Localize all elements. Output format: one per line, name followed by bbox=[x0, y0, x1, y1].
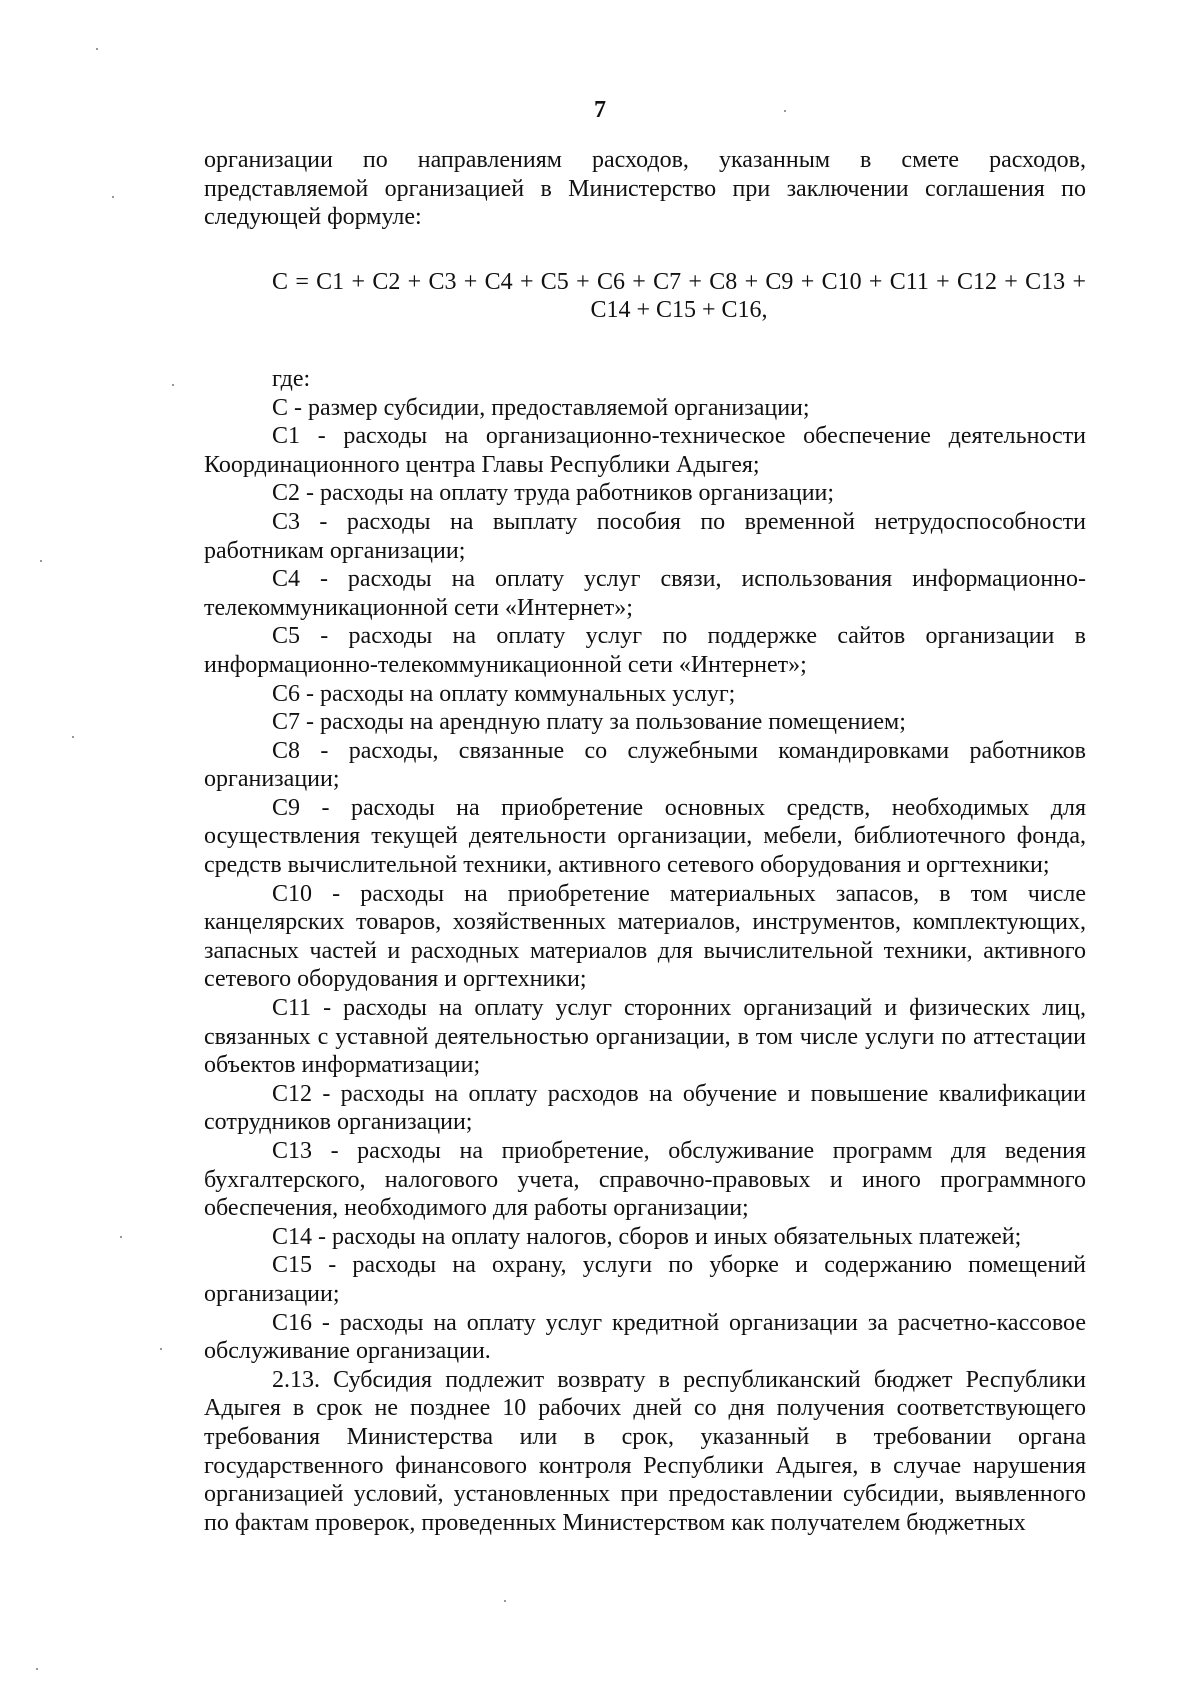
where-label: где: bbox=[272, 365, 311, 392]
scan-speck bbox=[504, 1600, 506, 1602]
definition-c1: С1 - расходы на организационно-техническое обеспечение деятельности Координационного центра Главы Республики Адыгея; bbox=[204, 423, 1086, 478]
intro-paragraph: организации по направлениям расходов, указанным в смете расходов, представляемой организацией в Министерство при заключении соглашения по следующей формуле: bbox=[204, 147, 1086, 231]
formula-line-2: С14 + С15 + С16, bbox=[590, 297, 768, 324]
formula bbox=[204, 268, 1086, 325]
definition-c12: С12 - расходы на оплату расходов на обучение и повышение квалификации сотрудников организации; bbox=[204, 1080, 1086, 1136]
definition-c3: С3 - расходы на выплату пособия по временной нетрудоспособности работникам организации; bbox=[204, 508, 1086, 564]
definitions-list bbox=[204, 394, 1086, 1366]
definition-c2: С2 - расходы на оплату труда работников организации; bbox=[272, 480, 835, 507]
definition-c13: С13 - расходы на приобретение, обслуживание программ для ведения бухгалтерского, налогового учета, справочно-правовых и иного программного обеспечения, необходимого для работы организации; bbox=[204, 1138, 1086, 1222]
definition-c5: С5 - расходы на оплату услуг по поддержке сайтов организации в информационно-телекоммуникационной сети «Интернет»; bbox=[204, 623, 1086, 678]
definition-c8: С8 - расходы, связанные со служебными командировками работников организации; bbox=[204, 737, 1086, 793]
definition-c10: С10 - расходы на приобретение материальных запасов, в том числе канцелярских товаров, хозяйственных материалов, инструментов, комплектующих, запасных частей и расходных материалов для вычислительной техники, активного сетевого оборудования и оргтехники; bbox=[204, 880, 1086, 993]
scan-speck bbox=[160, 1348, 162, 1350]
page-number: 7 bbox=[594, 97, 606, 123]
definition-c11: С11 - расходы на оплату услуг сторонних организаций и физических лиц, связанных с уставной деятельностью организации, в том числе услуги по аттестации объектов информатизации; bbox=[204, 995, 1086, 1079]
scan-speck bbox=[36, 1668, 38, 1670]
scan-speck bbox=[172, 384, 174, 386]
definition-c15: С15 - расходы на охрану, услуги по уборке и содержанию помещений организации; bbox=[204, 1252, 1086, 1307]
scan-speck bbox=[112, 196, 114, 198]
definition-c16: С16 - расходы на оплату услуг кредитной организации за расчетно-кассовое обслуживание организации. bbox=[204, 1309, 1086, 1365]
scan-speck bbox=[40, 560, 42, 562]
scan-speck bbox=[784, 110, 786, 112]
definition-c4: С4 - расходы на оплату услуг связи, использования информационно-телекоммуникационной сети «Интернет»; bbox=[204, 566, 1086, 621]
formula-line-1: С = С1 + С2 + С3 + С4 + С5 + С6 + С7 + С8 + С9 + С10 + С11 + С12 + С13 + bbox=[272, 268, 1086, 295]
scan-speck bbox=[72, 736, 74, 738]
definition-c: С - размер субсидии, предоставляемой организации; bbox=[272, 394, 810, 421]
section-2-13-paragraph: 2.13. Субсидия подлежит возврату в республиканский бюджет Республики Адыгея в срок не позднее 10 рабочих дней со дня получения соответствующего требования Министерства или в срок, указанный в требовании органа государственного финансового контроля Республики Адыгея, в случае нарушения организацией условий, установленных при предоставлении субсидии, выявленного по фактам проверок, проведенных Министерством как получателем бюджетных bbox=[204, 1366, 1086, 1536]
definition-c14: С14 - расходы на оплату налогов, сборов и иных обязательных платежей; bbox=[272, 1223, 1022, 1250]
document-body bbox=[204, 146, 1086, 1537]
scan-speck bbox=[96, 48, 98, 50]
scan-speck bbox=[120, 1236, 122, 1238]
definition-c7: С7 - расходы на арендную плату за пользование помещением; bbox=[272, 709, 906, 736]
definition-c9: С9 - расходы на приобретение основных средств, необходимых для осуществления текущей деятельности организации, мебели, библиотечного фонда, средств вычислительной техники, активного сетевого оборудования и оргтехники; bbox=[204, 794, 1086, 879]
definition-c6: С6 - расходы на оплату коммунальных услуг; bbox=[272, 680, 736, 707]
